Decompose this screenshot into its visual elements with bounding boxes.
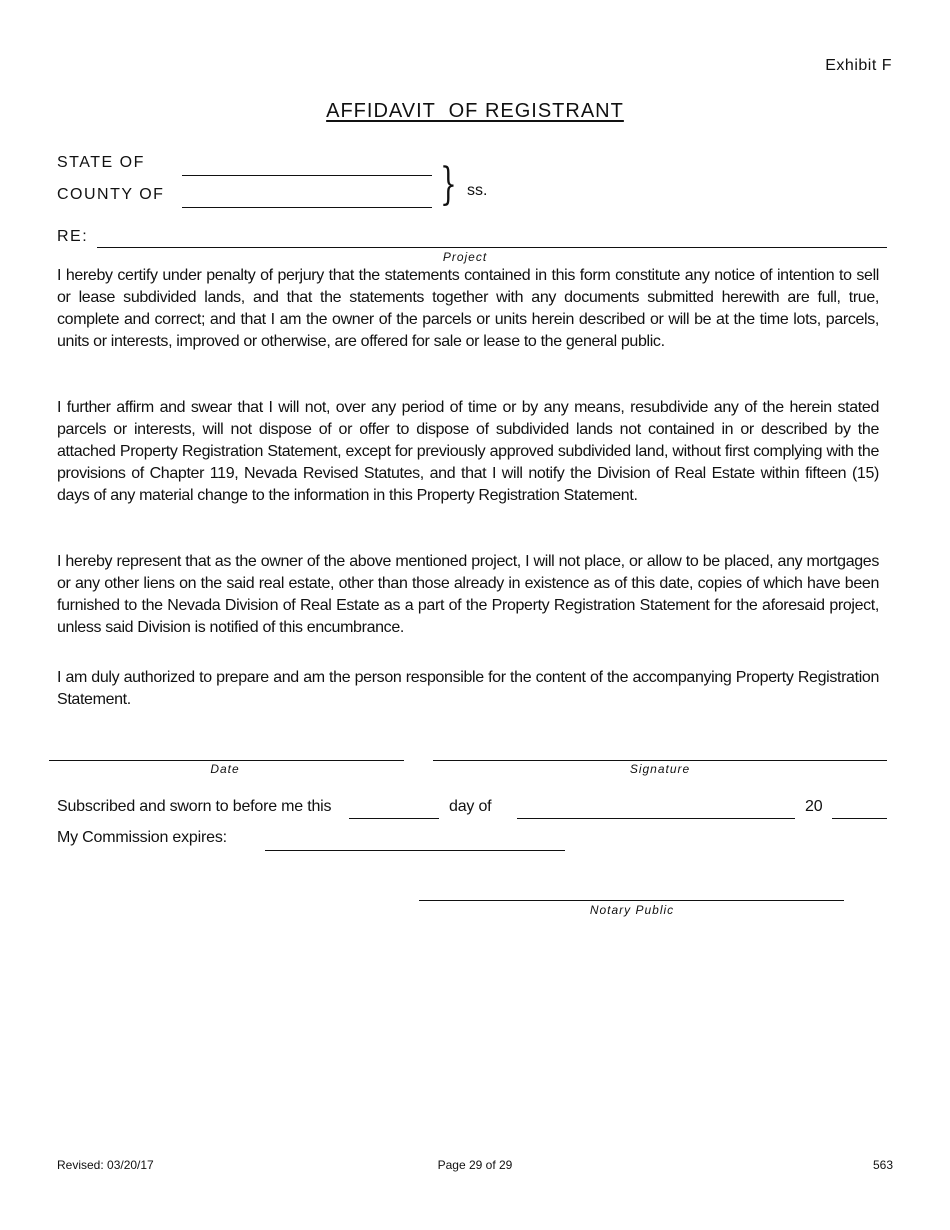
- project-caption: Project: [442, 250, 488, 264]
- signature-caption: Signature: [629, 762, 691, 776]
- notary-caption: Notary Public: [589, 903, 675, 917]
- county-field[interactable]: [182, 207, 432, 208]
- paragraph-affirm: I further affirm and swear that I will not, over any period of time or by any means, resubdivide any of the herein stated parcels or interests, will not dispose of or offer to dispose of subdivided lands not contained in or described by the attached Property Registration Statement, except for previously approved subdivided land, without first complying with the provisions of Chapter 119, Nevada Revised Statutes, and that I will notify the Division of Real Estate within fifteen (15) days of any material change to the information in this Property Registration Statement.: [57, 399, 879, 504]
- day-field[interactable]: [349, 818, 439, 819]
- page-number: Page 29 of 29: [437, 1158, 513, 1172]
- year-field[interactable]: [832, 818, 887, 819]
- date-field[interactable]: [49, 760, 404, 761]
- form-number: 563: [872, 1158, 893, 1172]
- project-field[interactable]: [97, 247, 887, 248]
- subscribed-text: Subscribed and sworn to before me this: [57, 798, 332, 815]
- date-caption: Date: [210, 762, 240, 776]
- revised-date: Revised: 03/20/17: [57, 1158, 154, 1172]
- paragraph-represent: I hereby represent that as the owner of the above mentioned project, I will not place, or allow to be placed, any mortgages or any other liens on the said real estate, other than those already in existence as of this date, copies of which have been furnished to the Nevada Division of Real Estate as a part of the Property Registration Statement for the aforesaid project, unless said Division is notified of this encumbrance.: [57, 553, 879, 636]
- county-label: COUNTY OF: [57, 186, 165, 203]
- document-title: [0, 100, 950, 123]
- exhibit-label: Exhibit F: [825, 57, 892, 74]
- state-field[interactable]: [182, 175, 432, 176]
- paragraph-authorized: I am duly authorized to prepare and am the person responsible for the content of the accompanying Property Registration Statement.: [57, 669, 879, 708]
- year-prefix: 20: [805, 798, 823, 815]
- day-of-text: day of: [449, 798, 492, 815]
- paragraph-certify: I hereby certify under penalty of perjury that the statements contained in this form constitute any notice of intention to sell or lease subdivided lands, and that the statements together with any documents submitted herewith are full, true, complete and correct; and that I am the owner of the parcels or units herein described or will be at the time lots, parcels, units or interests, improved or otherwise, are offered for sale or lease to the general public.: [57, 267, 879, 350]
- state-label: STATE OF: [57, 154, 145, 171]
- commission-label: My Commission expires:: [57, 829, 227, 846]
- title-text: AFFIDAVIT OF REGISTRANT: [326, 100, 624, 122]
- re-label: RE:: [57, 228, 89, 245]
- ss-label: ss.: [467, 182, 488, 199]
- commission-field[interactable]: [265, 850, 565, 851]
- notary-signature-field[interactable]: [419, 900, 844, 901]
- signature-field[interactable]: [433, 760, 887, 761]
- brace-icon: }: [440, 159, 457, 210]
- month-field[interactable]: [517, 818, 795, 819]
